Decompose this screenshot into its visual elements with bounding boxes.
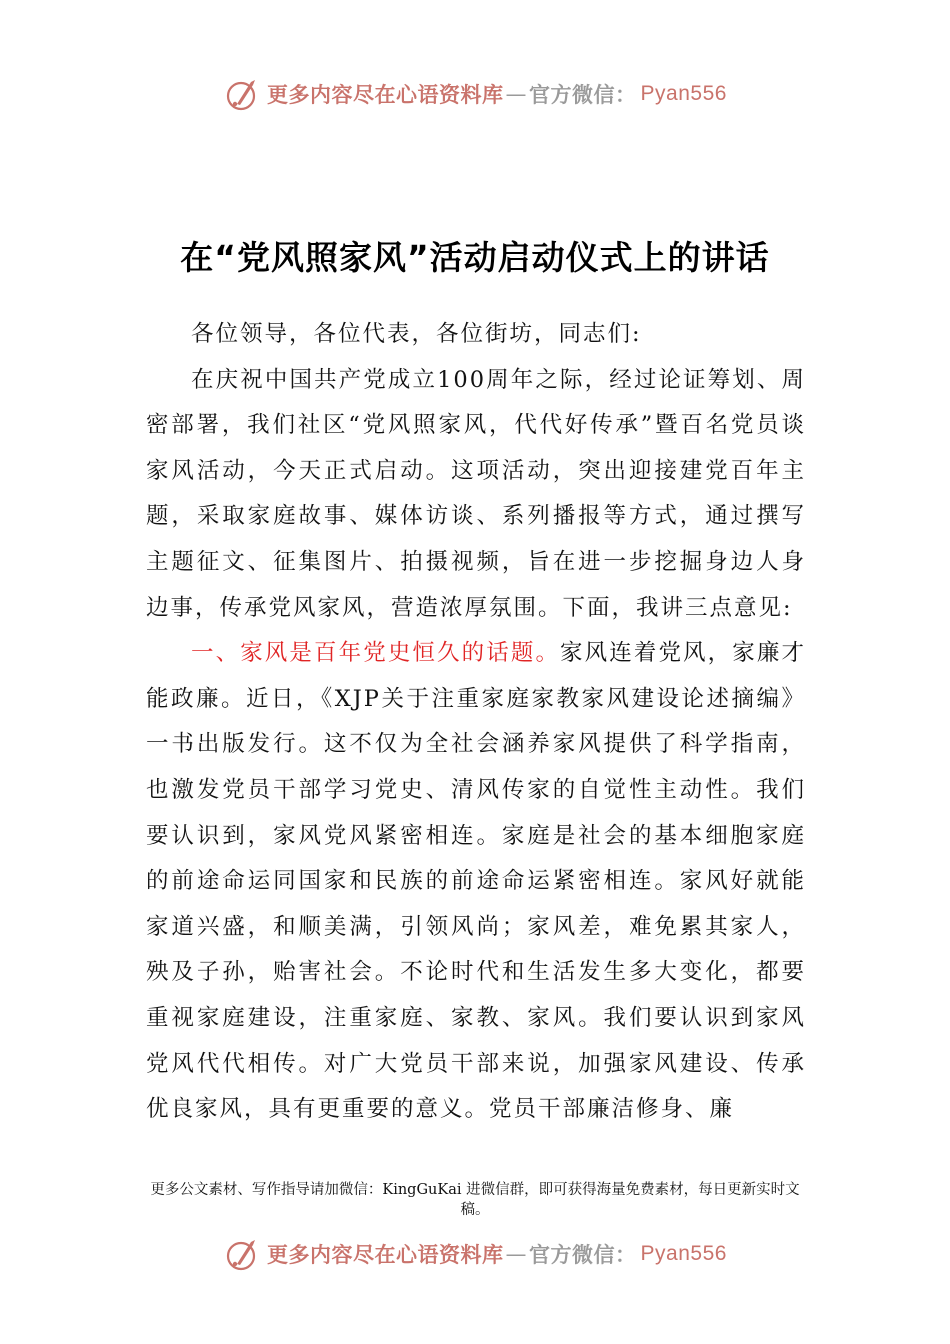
watermark-wechat-id: Pyan556: [640, 82, 727, 105]
watermark-colon: ：: [615, 83, 637, 107]
watermark-main-text: 更多内容尽在心语资料库: [267, 1243, 504, 1267]
watermark-dash: —: [505, 82, 528, 106]
paragraph-section-1: [146, 631, 806, 1133]
watermark-colon: ：: [615, 1243, 637, 1267]
footer-note: 更多公文素材、写作指导请加微信：KingGuKai 进微信群，即可获得海量免费素材，每日更新实时文稿。: [150, 1182, 800, 1218]
document-body: [146, 312, 806, 1133]
section-1-heading: 一、家风是百年党史恒久的话题。: [191, 640, 561, 667]
watermark-label: 官方微信: [529, 1243, 616, 1267]
watermark-main-text: 更多内容尽在心语资料库: [267, 83, 504, 107]
paragraph-intro: 在庆祝中国共产党成立100周年之际，经过论证筹划、周密部署，我们社区“党风照家风，代代好传承”暨百名党员谈家风活动，今天正式启动。这项活动，突出迎接建党百年主题，采取家庭故事、媒体访谈、系列播报等方式，通过撰写主题征文、征集图片、拍摄视频，旨在进一步挖掘身边人身边事，传承党风家风，营造浓厚氛围。下面，我讲三点意见:: [146, 366, 806, 621]
quill-pen-logo-icon: [223, 74, 263, 114]
quill-pen-logo-icon: [223, 1234, 263, 1274]
watermark-wechat-id: Pyan556: [640, 1242, 727, 1265]
watermark-banner-bottom: [0, 1232, 950, 1276]
watermark-banner-top: [0, 72, 950, 116]
salutation: 各位领导，各位代表，各位街坊，同志们:: [191, 321, 642, 347]
watermark-label: 官方微信: [529, 83, 616, 107]
page-title: 在“党风照家风”活动启动仪式上的讲话: [180, 238, 770, 277]
section-1-body: 家风连着党风，家廉才能政廉。近日，《XJP关于注重家庭家教家风建设论述摘编》一书出版发行。这不仅为全社会涵养家风提供了科学指南，也激发党员干部学习党史、清风传家的自觉性主动性。我们要认识到，家风党风紧密相连。家庭是社会的基本细胞家庭的前途命运同国家和民族的前途命运紧密相连。家风好就能家道兴盛，和顺美满，引领风尚；家风差，难免累其家人，殃及子孙，贻害社会。不论时代和生活发生多大变化，都要重视家庭建设，注重家庭、家教、家风。我们要认识到家风党风代代相传。对广大党员干部来说，加强家风建设、传承优良家风，具有更重要的意义。党员干部廉洁修身、廉: [146, 640, 806, 1123]
watermark-dash: —: [505, 1242, 528, 1266]
